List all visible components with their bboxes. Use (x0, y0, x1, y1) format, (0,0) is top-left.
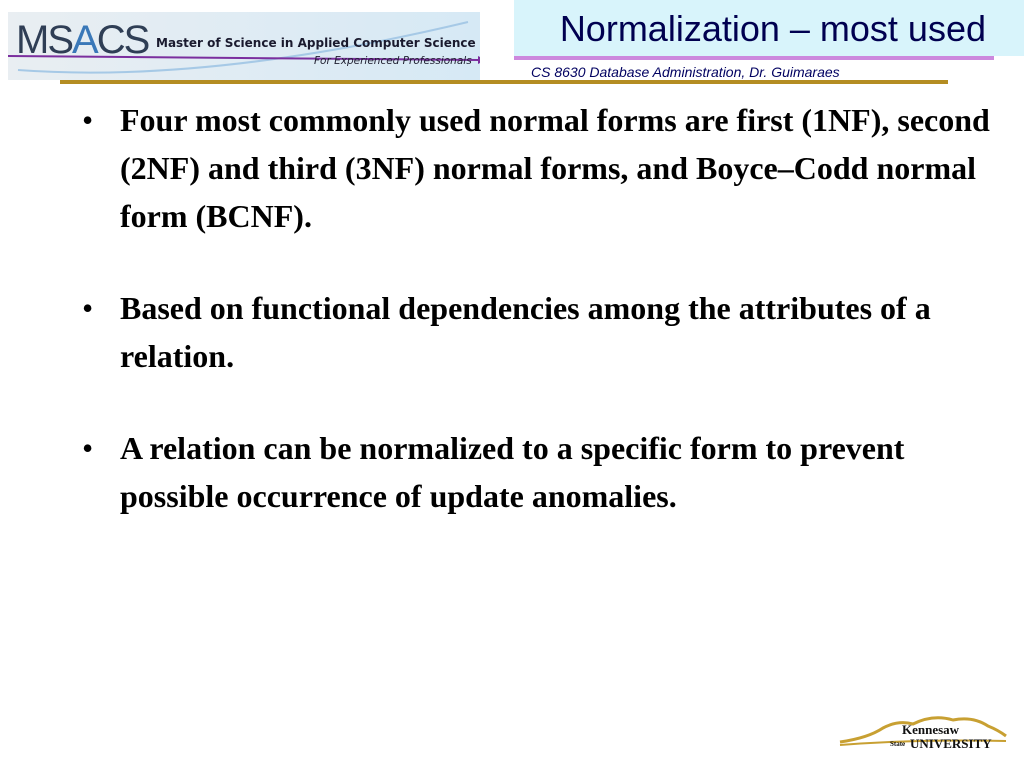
header-divider (60, 80, 948, 84)
kennesaw-state-logo (838, 712, 1008, 752)
bullet-text: Four most commonly used normal forms are first (1NF), second (2NF) and third (3NF) normal forms, and Boyce–Codd normal form (BCNF). (120, 102, 990, 234)
bullet-icon: • (82, 430, 94, 466)
bullet-item (80, 96, 1020, 240)
ksu-state-label: State (890, 740, 906, 748)
logo-acronym: MSACS (16, 18, 149, 62)
ksu-university-label: UNIVERSITY (910, 736, 992, 751)
title-banner (514, 0, 1024, 56)
bullet-list (80, 96, 1020, 564)
title-underline (514, 56, 994, 60)
slide-title: Normalization – most used (559, 8, 986, 49)
bullet-icon: • (82, 102, 94, 138)
bullet-item (80, 424, 1020, 520)
bullet-text: Based on functional dependencies among the attributes of a relation. (120, 290, 931, 374)
ksu-name-line1: Kennesaw (902, 722, 960, 737)
logo-subtitle: For Experienced Professionals (314, 55, 472, 67)
course-label: CS 8630 Database Administration, Dr. Guimaraes (531, 64, 840, 80)
bullet-icon: • (82, 290, 94, 326)
bullet-item (80, 284, 1020, 380)
msacs-logo (8, 12, 480, 80)
bullet-text: A relation can be normalized to a specific form to prevent possible occurrence of update anomalies. (120, 430, 905, 514)
logo-full-name: Master of Science in Applied Computer Science (156, 36, 476, 50)
